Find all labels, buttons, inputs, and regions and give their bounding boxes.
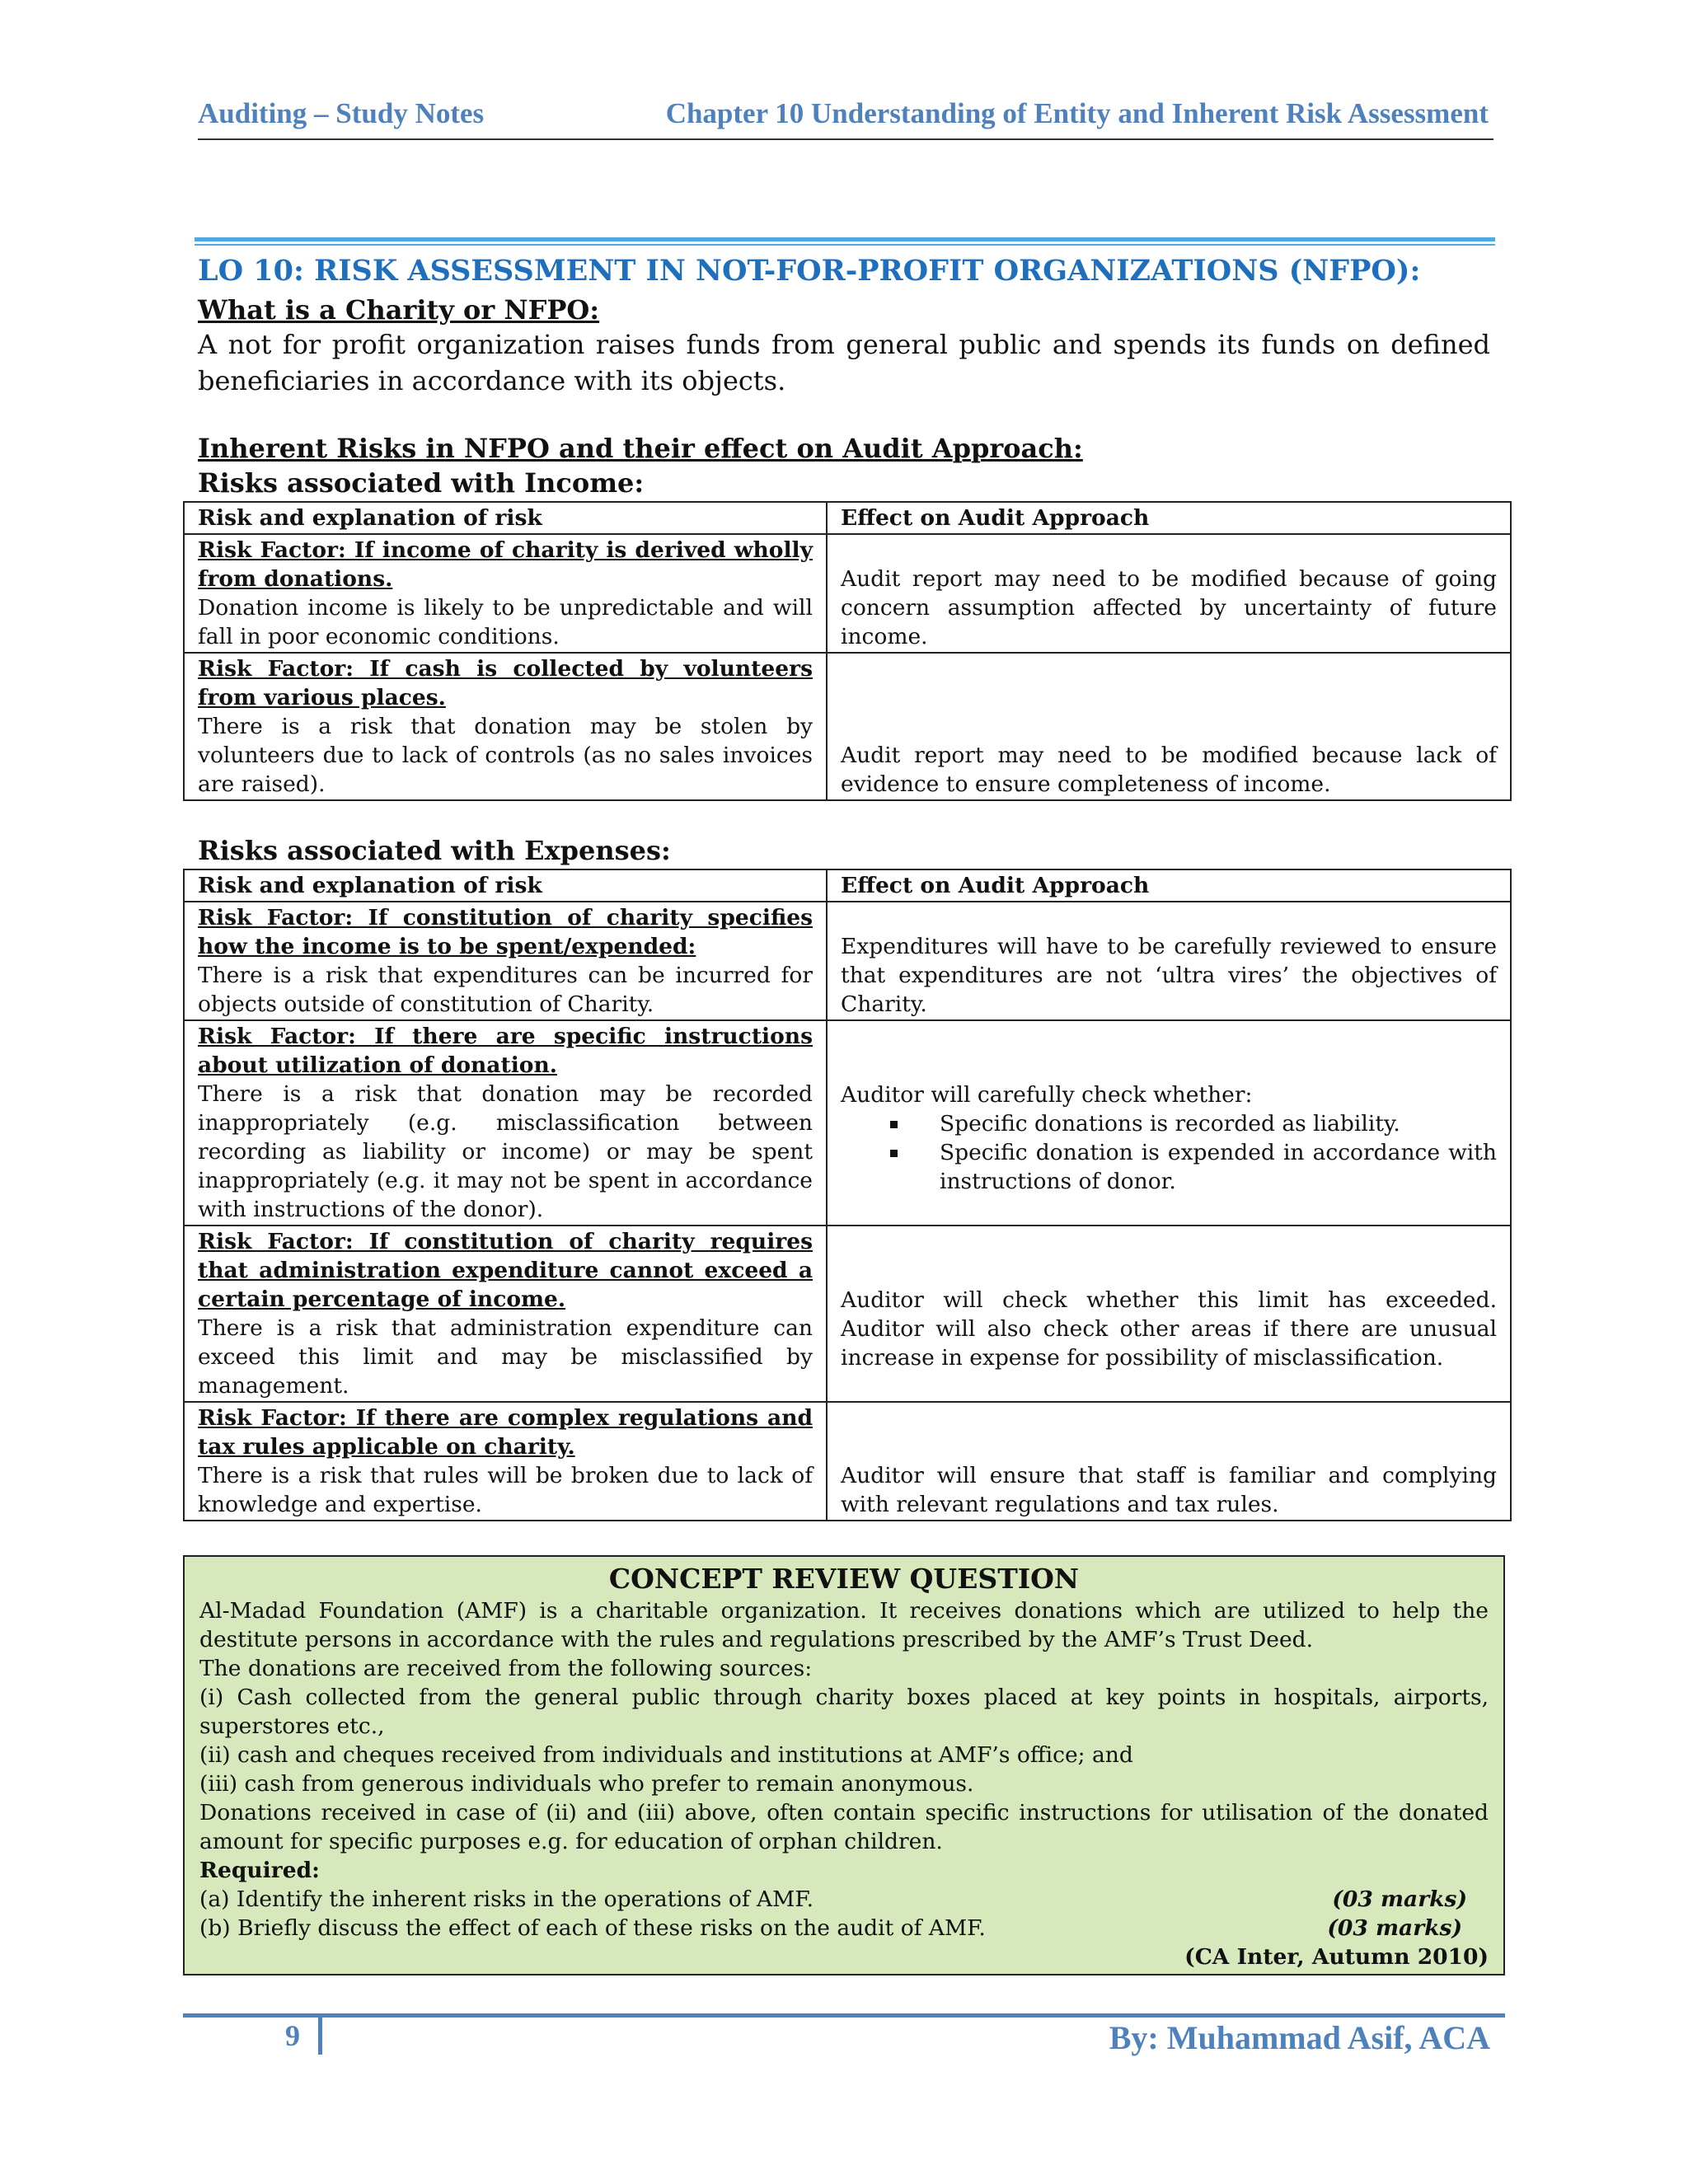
concept-review-box <box>183 1555 1505 1975</box>
marks-label: (03 marks) <box>1327 1915 1462 1941</box>
main-content <box>198 249 1497 1521</box>
inherent-risks-heading: Inherent Risks in NFPO and their effect on Audit Approach: <box>198 433 1083 464</box>
table-header-row <box>184 869 1511 902</box>
effect-cell: Audit report may need to be modified because lack of evidence to ensure completeness of income. <box>827 653 1511 800</box>
crq-title: CONCEPT REVIEW QUESTION <box>608 1563 1080 1595</box>
table-row <box>184 653 1511 800</box>
effect-cell: Auditor will check whether this limit has exceeded. Auditor will also check other areas if there are unusual increase in expense for possibility of misclassification. <box>827 1226 1511 1402</box>
table-header-row <box>184 502 1511 534</box>
risk-factor: Risk Factor: If income of charity is derived wholly from donations. <box>198 537 813 592</box>
effect-cell: Expenditures will have to be carefully reviewed to ensure that expenditures are not ‘ultra vires’ the objectives of Charity. <box>827 902 1511 1020</box>
table-header-effect: Effect on Audit Approach <box>827 869 1511 902</box>
section-divider-thin <box>195 244 1495 246</box>
risk-factor: Risk Factor: If cash is collected by volunteers from various places. <box>198 656 813 710</box>
risk-factor: Risk Factor: If there are complex regulations and tax rules applicable on charity. <box>198 1405 813 1460</box>
risk-factor: Risk Factor: If there are specific instructions about utilization of donation. <box>198 1024 813 1078</box>
risk-factor: Risk Factor: If constitution of charity specifies how the income is to be spent/expended: <box>198 905 813 959</box>
table-row <box>184 1020 1511 1226</box>
list-item: Specific donations is recorded as liability. <box>940 1109 1497 1138</box>
effect-cell: Auditor will ensure that staff is familiar and complying with relevant regulations and tax rules. <box>827 1402 1511 1521</box>
risk-cell <box>184 1402 827 1521</box>
income-risks-heading: Risks associated with Income: <box>198 467 645 499</box>
author-credit: By: Muhammad Asif, ACA <box>1109 2019 1490 2056</box>
square-bullet-icon <box>890 1121 898 1128</box>
footer-divider <box>183 2013 1505 2018</box>
table-row <box>184 1226 1511 1402</box>
risk-cell <box>184 1020 827 1226</box>
crq-paragraph: (i) Cash collected from the general public through charity boxes placed at key points in hospitals, airports, superstores etc., <box>199 1685 1489 1739</box>
effect-cell <box>827 1020 1511 1226</box>
crq-question-a <box>199 1885 1489 1914</box>
table-row <box>184 902 1511 1020</box>
table-header-risk: Risk and explanation of risk <box>184 869 827 902</box>
expense-risks-table <box>183 869 1512 1521</box>
risk-explanation: There is a risk that donation may be recorded inappropriately (e.g. misclassification between recording as liability or income) or may be spent inappropriately (e.g. it may not be spent in accordance with instructions of the donor). <box>198 1081 813 1222</box>
risk-cell <box>184 1226 827 1402</box>
expense-risks-heading: Risks associated with Expenses: <box>198 835 671 866</box>
crq-question-b <box>199 1914 1489 1943</box>
effect-intro: Auditor will carefully check whether: <box>841 1082 1253 1108</box>
question-text: (a) Identify the inherent risks in the operations of AMF. <box>199 1886 814 1912</box>
income-risks-table <box>183 501 1512 801</box>
header-left-title: Auditing – Study Notes <box>198 97 485 129</box>
marks-label: (03 marks) <box>1332 1886 1467 1912</box>
crq-paragraph: (iii) cash from generous individuals who prefer to remain anonymous. <box>199 1771 974 1797</box>
page-number: 9 <box>285 2019 300 2052</box>
what-is-text: A not for profit organization raises funds from general public and spends its funds on defined beneficiaries in accordance with its objects. <box>198 329 1490 396</box>
risk-explanation: There is a risk that administration expenditure can exceed this limit and may be misclassified by management. <box>198 1315 813 1399</box>
risk-cell <box>184 534 827 653</box>
effect-bullet-list <box>841 1109 1497 1196</box>
risk-factor: Risk Factor: If constitution of charity requires that administration expenditure cannot exceed a certain percentage of income. <box>198 1229 813 1312</box>
page-header <box>198 97 1493 140</box>
what-is-heading: What is a Charity or NFPO: <box>198 294 600 326</box>
risk-explanation: There is a risk that donation may be stolen by volunteers due to lack of controls (as no sales invoices are raised). <box>198 714 813 797</box>
risk-cell <box>184 902 827 1020</box>
lo-title: LO 10: RISK ASSESSMENT IN NOT-FOR-PROFIT ORGANIZATIONS (NFPO): <box>198 254 1421 288</box>
table-row <box>184 534 1511 653</box>
risk-explanation: Donation income is likely to be unpredictable and will fall in poor economic conditions. <box>198 595 813 649</box>
table-header-effect: Effect on Audit Approach <box>827 502 1511 534</box>
list-item: Specific donation is expended in accordance with instructions of donor. <box>940 1138 1497 1196</box>
crq-source: (CA Inter, Autumn 2010) <box>1184 1944 1489 1970</box>
crq-paragraph: The donations are received from the following sources: <box>199 1656 813 1681</box>
question-text: (b) Briefly discuss the effect of each of these risks on the audit of AMF. <box>199 1915 986 1941</box>
crq-paragraph: Al-Madad Foundation (AMF) is a charitable organization. It receives donations which are utilized to help the destitute persons in accordance with the rules and regulations prescribed by the AMF’s Trust Deed. <box>199 1598 1489 1652</box>
table-row <box>184 1402 1511 1521</box>
crq-paragraph: Donations received in case of (ii) and (iii) above, often contain specific instructions for utilisation of the donated amount for specific purposes e.g. for education of orphan children. <box>199 1800 1489 1854</box>
risk-explanation: There is a risk that expenditures can be incurred for objects outside of constitution of Charity. <box>198 963 813 1017</box>
header-chapter-title: Chapter 10 Understanding of Entity and Inherent Risk Assessment <box>665 97 1489 129</box>
crq-paragraph: (ii) cash and cheques received from individuals and institutions at AMF’s office; and <box>199 1742 1133 1768</box>
square-bullet-icon <box>890 1150 898 1157</box>
risk-cell <box>184 653 827 800</box>
section-divider <box>195 237 1495 241</box>
risk-explanation: There is a risk that rules will be broken due to lack of knowledge and expertise. <box>198 1463 813 1517</box>
page-number-bar <box>318 2017 322 2055</box>
crq-required-label: Required: <box>199 1858 320 1883</box>
table-header-risk: Risk and explanation of risk <box>184 502 827 534</box>
effect-cell: Audit report may need to be modified because of going concern assumption affected by uncertainty of future income. <box>827 534 1511 653</box>
